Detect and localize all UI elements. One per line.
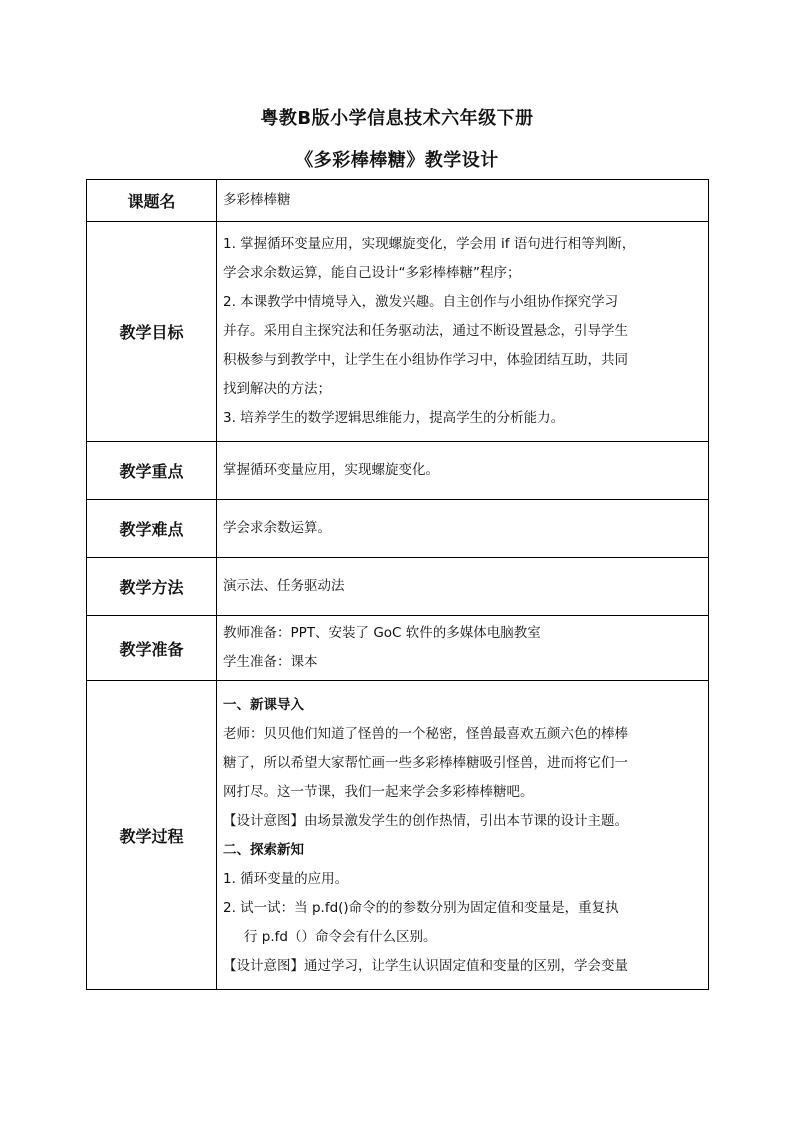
process-item: 1. 循环变量的应用。: [223, 870, 349, 887]
goal-line: 并存。采用自主探究法和任务驱动法，通过不断设置悬念，引导学生: [223, 323, 628, 339]
table-row-methods: [87, 558, 709, 616]
table-row-preparation: [87, 616, 709, 681]
teacher-preparation-text: 教师准备：PPT、安装了 GoC 软件的多媒体电脑教室: [223, 625, 541, 641]
goal-line: 学会求余数运算，能自己设计“多彩棒棒糖”程序；: [223, 265, 521, 281]
table-row-difficulties: [87, 500, 709, 558]
row-label-topic: 课题名: [87, 180, 217, 222]
process-line: 老师：贝贝他们知道了怪兽的一个秘密，怪兽最喜欢五颜六色的棒棒: [223, 725, 628, 742]
row-content-preparation: [217, 616, 709, 681]
section-heading: 二、探索新知: [223, 841, 304, 858]
row-label-process: 教学过程: [87, 681, 217, 990]
topic-text: 多彩棒棒糖: [223, 192, 291, 208]
row-content-process: [217, 681, 709, 990]
section-heading: 一、新课导入: [223, 696, 304, 713]
row-content-goals: [217, 222, 709, 442]
goal-line: 3. 培养学生的数学逻辑思维能力，提高学生的分析能力。: [223, 410, 565, 426]
lesson-plan-table: [86, 179, 709, 990]
process-line: 糖了，所以希望大家帮忙画一些多彩棒棒糖吸引怪兽，进而将它们一: [223, 754, 628, 771]
row-label-key-points: 教学重点: [87, 442, 217, 500]
table-row-goals: [87, 222, 709, 442]
difficulties-text: 学会求余数运算。: [223, 520, 331, 536]
goal-line: 找到解决的方法；: [223, 381, 331, 397]
row-content-methods: [217, 558, 709, 616]
process-item-continuation: 行 p.fd（）命令会有什么区别。: [244, 928, 437, 945]
row-content-topic: [217, 180, 709, 222]
design-intent-text: 【设计意图】通过学习，让学生认识固定值和变量的区别，学会变量: [223, 957, 628, 974]
goal-line: 积极参与到教学中，让学生在小组协作学习中，体验团结互助，共同: [223, 352, 628, 368]
row-content-key-points: [217, 442, 709, 500]
goal-line: 1. 掌握循环变量应用，实现螺旋变化，学会用 if 语句进行相等判断，: [223, 236, 636, 252]
table-row-topic: [87, 180, 709, 222]
row-label-methods: 教学方法: [87, 558, 217, 616]
row-label-goals: 教学目标: [87, 222, 217, 442]
student-preparation-text: 学生准备：课本: [223, 654, 318, 670]
table-row-process: [87, 681, 709, 990]
document-subtitle: 《多彩棒棒糖》教学设计: [295, 150, 499, 171]
methods-text: 演示法、任务驱动法: [223, 578, 345, 594]
row-content-difficulties: [217, 500, 709, 558]
process-item: 2. 试一试：当 p.fd()命令的的参数分别为固定值和变量是，重复执: [223, 899, 619, 916]
document-title: 粤教B版小学信息技术六年级下册: [260, 108, 534, 129]
process-line: 网打尽。这一节课，我们一起来学会多彩棒棒糖吧。: [223, 783, 534, 800]
row-label-preparation: 教学准备: [87, 616, 217, 681]
table-row-key-points: [87, 442, 709, 500]
goal-line: 2. 本课教学中情境导入，激发兴趣。自主创作与小组协作探究学习: [223, 294, 619, 310]
design-intent-text: 【设计意图】由场景激发学生的创作热情，引出本节课的设计主题。: [223, 812, 628, 829]
key-points-text: 掌握循环变量应用，实现螺旋变化。: [223, 462, 439, 478]
row-label-difficulties: 教学难点: [87, 500, 217, 558]
